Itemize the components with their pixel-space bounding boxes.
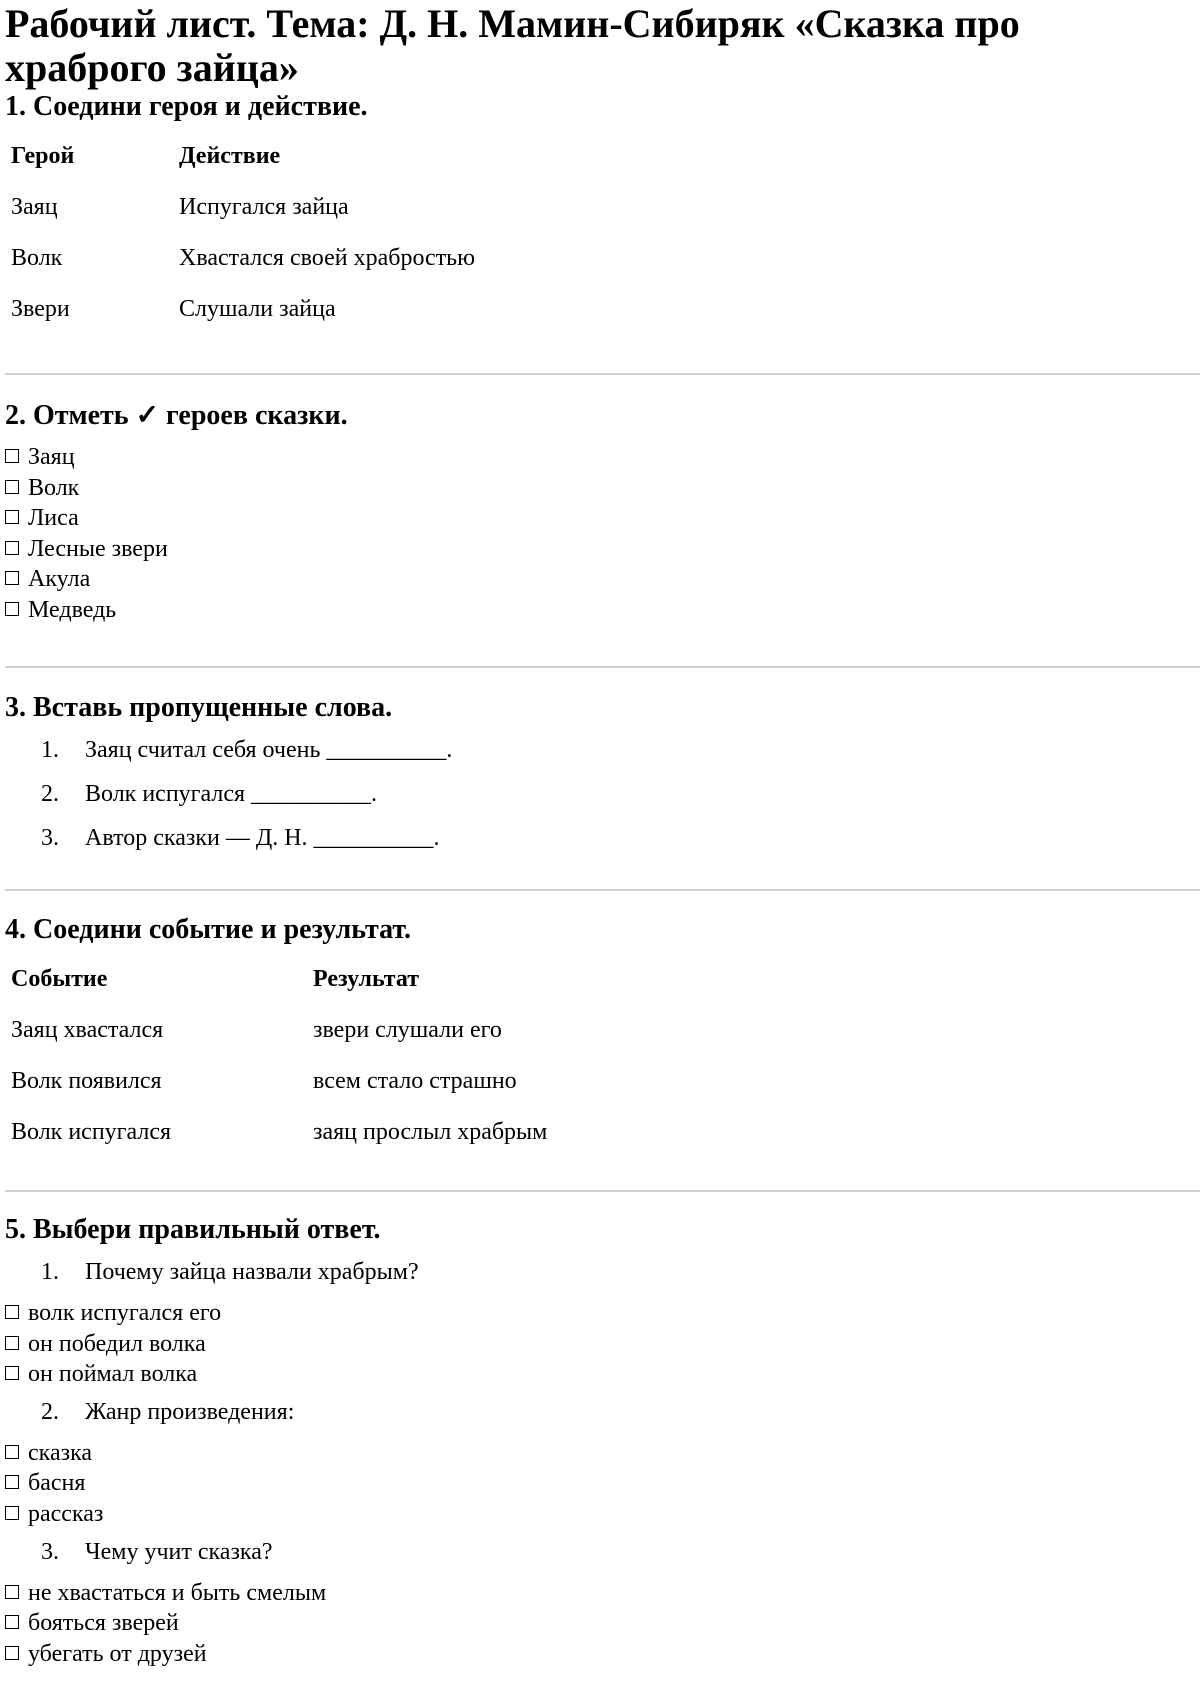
- column-header-event: Событие: [11, 966, 108, 992]
- checkbox-icon[interactable]: [5, 1366, 19, 1380]
- checklist-item[interactable]: [5, 1468, 419, 1499]
- list-item: [5, 816, 452, 860]
- task-4-heading: 4. Соедини событие и результат.: [5, 914, 412, 945]
- question-list: [5, 1250, 419, 1294]
- option-label: он поймал волка: [28, 1361, 198, 1388]
- hero-cell: Звери: [11, 296, 70, 322]
- item-text: Автор сказки — Д. Н. __________.: [85, 825, 440, 851]
- checkbox-icon[interactable]: [5, 480, 19, 494]
- checklist-item[interactable]: [5, 442, 348, 473]
- section-divider: [5, 1190, 1200, 1192]
- action-cell: Слушали зайца: [179, 296, 336, 322]
- checkbox-icon[interactable]: [5, 1646, 19, 1660]
- checklist-item[interactable]: [5, 1608, 419, 1639]
- option-label: басня: [28, 1470, 86, 1497]
- task-2: [5, 400, 348, 626]
- checkbox-icon[interactable]: [5, 1445, 19, 1459]
- action-cell: Испугался зайца: [179, 194, 349, 220]
- table-row: [5, 182, 475, 233]
- page-title: Рабочий лист. Тема: Д. Н. Мамин-Сибиряк «Сказка про храброго зайца»: [5, 1, 1020, 90]
- checklist-item[interactable]: [5, 1639, 419, 1670]
- question-text: Почему зайца назвали храбрым?: [85, 1259, 419, 1285]
- checklist-item[interactable]: [5, 1298, 419, 1329]
- checkbox-icon[interactable]: [5, 602, 19, 616]
- question-item: [5, 1390, 419, 1434]
- hero-cell: Заяц: [11, 194, 58, 220]
- checklist-item[interactable]: [5, 473, 348, 504]
- action-cell: Хвастался своей храбростью: [179, 245, 476, 271]
- checkbox-icon[interactable]: [5, 449, 19, 463]
- task-5-heading: 5. Выбери правильный ответ.: [5, 1214, 381, 1245]
- event-result-table: [5, 954, 547, 1158]
- list-item: [5, 728, 452, 772]
- question-item: [5, 1530, 419, 1574]
- fill-in-list: [5, 728, 452, 860]
- option-label: не хвастаться и быть смелым: [28, 1579, 327, 1606]
- event-cell: Волк появился: [11, 1068, 162, 1094]
- table-row: [5, 1005, 547, 1056]
- table-row: [5, 284, 475, 335]
- result-cell: всем стало страшно: [313, 1068, 517, 1094]
- table-row: [5, 1056, 547, 1107]
- option-label: он победил волка: [28, 1330, 206, 1357]
- item-number: 1.: [41, 737, 59, 763]
- task-3: [5, 692, 452, 860]
- section-divider: [5, 889, 1200, 891]
- column-header-result: Результат: [313, 966, 420, 992]
- checkbox-icon[interactable]: [5, 1506, 19, 1520]
- answer-checklist: [5, 1438, 419, 1530]
- table-header-row: [5, 954, 547, 1005]
- checklist-item[interactable]: [5, 1578, 419, 1609]
- checkbox-icon[interactable]: [5, 571, 19, 585]
- question-number: 3.: [41, 1538, 59, 1565]
- checkbox-icon[interactable]: [5, 1615, 19, 1629]
- checkbox-icon[interactable]: [5, 1475, 19, 1489]
- checklist-item[interactable]: [5, 595, 348, 626]
- heroes-checklist: [5, 442, 348, 626]
- checklist-item[interactable]: [5, 1359, 419, 1390]
- task-5: [5, 1214, 419, 1669]
- option-label: убегать от друзей: [28, 1640, 207, 1667]
- checkbox-icon[interactable]: [5, 510, 19, 524]
- checklist-item[interactable]: [5, 1499, 419, 1530]
- event-cell: Заяц хвастался: [11, 1017, 164, 1043]
- question-number: 1.: [41, 1259, 59, 1285]
- section-divider: [5, 373, 1200, 375]
- option-label: Заяц: [28, 444, 75, 470]
- checklist-item[interactable]: [5, 1438, 419, 1469]
- checklist-item[interactable]: [5, 534, 348, 565]
- checklist-item[interactable]: [5, 503, 348, 534]
- item-number: 2.: [41, 781, 59, 807]
- section-divider: [5, 666, 1200, 668]
- task-4: [5, 914, 547, 1158]
- list-item: [5, 772, 452, 816]
- question-text: Чему учит сказка?: [85, 1538, 273, 1565]
- option-label: волк испугался его: [28, 1300, 222, 1326]
- result-cell: заяц прослыл храбрым: [313, 1119, 548, 1145]
- table-row: [5, 1107, 547, 1158]
- checklist-item[interactable]: [5, 1329, 419, 1360]
- result-cell: звери слушали его: [313, 1017, 502, 1043]
- task-2-heading: 2. Отметь ✓ героев сказки.: [5, 400, 348, 431]
- answer-checklist: [5, 1298, 419, 1390]
- table-row: [5, 233, 475, 284]
- option-label: Волк: [28, 474, 80, 501]
- checkbox-icon[interactable]: [5, 1336, 19, 1350]
- question-list: [5, 1390, 419, 1434]
- item-number: 3.: [41, 825, 59, 851]
- column-header-hero: Герой: [11, 143, 75, 169]
- task-3-heading: 3. Вставь пропущенные слова.: [5, 692, 393, 723]
- answer-checklist: [5, 1578, 419, 1670]
- checkbox-icon[interactable]: [5, 541, 19, 555]
- option-label: Лиса: [28, 505, 79, 532]
- question-text: Жанр произведения:: [85, 1398, 295, 1425]
- checkbox-icon[interactable]: [5, 1305, 19, 1319]
- table-header-row: [5, 131, 475, 182]
- column-header-action: Действие: [179, 143, 281, 169]
- option-label: Лесные звери: [28, 535, 168, 562]
- hero-action-table: [5, 131, 475, 335]
- item-text: Волк испугался __________.: [85, 781, 378, 807]
- checkbox-icon[interactable]: [5, 1585, 19, 1599]
- option-label: Акула: [28, 566, 91, 593]
- question-item: [5, 1250, 419, 1294]
- option-label: Медведь: [28, 596, 117, 623]
- question-list: [5, 1530, 419, 1574]
- option-label: рассказ: [28, 1500, 104, 1527]
- option-label: сказка: [28, 1439, 93, 1466]
- event-cell: Волк испугался: [11, 1119, 172, 1145]
- question-number: 2.: [41, 1398, 59, 1425]
- checklist-item[interactable]: [5, 564, 348, 595]
- task-1-heading: 1. Соедини героя и действие.: [5, 91, 368, 122]
- item-text: Заяц считал себя очень __________.: [85, 737, 453, 763]
- option-label: бояться зверей: [28, 1610, 179, 1637]
- hero-cell: Волк: [11, 245, 63, 271]
- task-1: [5, 91, 475, 335]
